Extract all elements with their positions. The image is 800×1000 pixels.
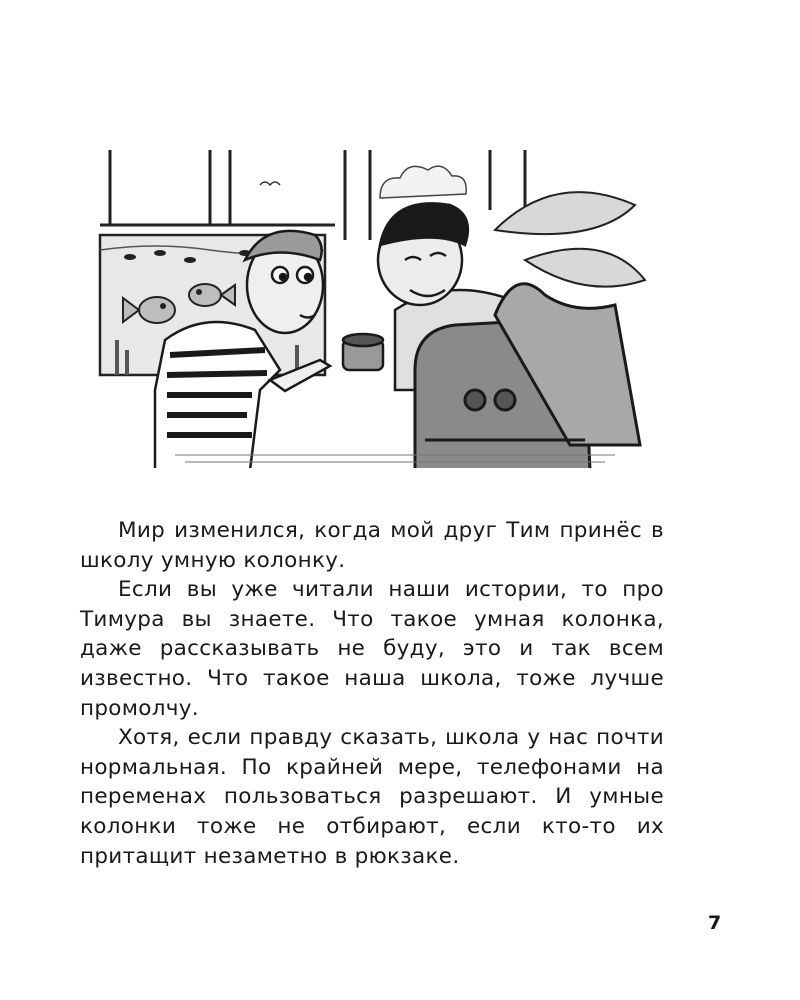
story-text [80,516,664,871]
paragraph-1: Мир изменился, когда мой друг Тим принёс в школу умную колонку. [80,518,664,573]
page-number: 7 [708,912,722,934]
paragraph-3: Хотя, если правду сказать, школа у нас почти нормальная. По крайней мере, телефонами на переменах пользоваться разрешают. И умные колонки тоже не отбирают, если кто-то их притащит незаметно в рюкзаке. [80,725,664,869]
paragraph-2: Если вы уже читали наши истории, то про Тимура вы знаете. Что такое умная колонка, даже рассказывать не буду, это и так всем известно. Что такое наша школа, тоже лучше промолчу. [80,577,664,721]
book-illustration [95,150,655,468]
